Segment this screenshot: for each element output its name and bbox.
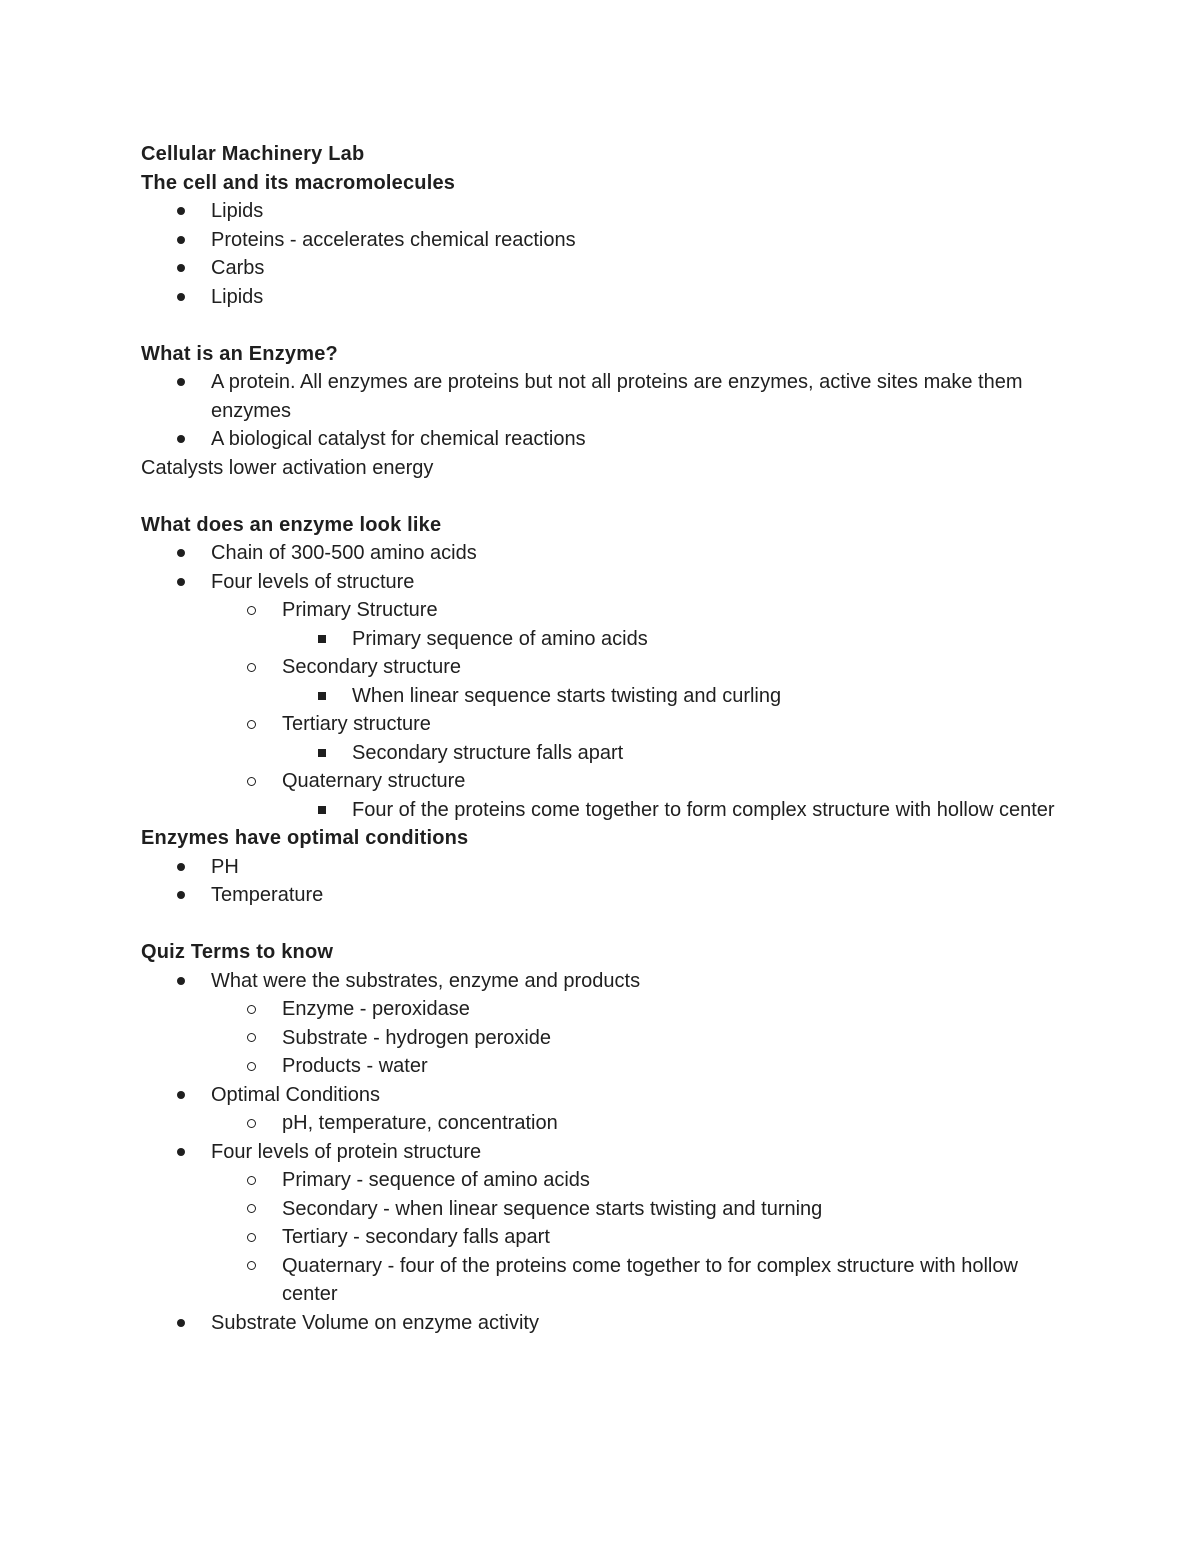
disc-bullet-icon [177,539,185,568]
list-item: Lipids [141,283,1071,312]
sub-list [211,1166,1071,1309]
sub-list-item: Enzyme - peroxidase [211,995,1071,1024]
sub-list-item: Primary - sequence of amino acids [211,1166,1071,1195]
square-bullet-icon [318,682,326,711]
section-heading: The cell and its macromolecules [141,171,456,194]
sub-list-item: Secondary - when linear sequence starts twisting and turning [211,1195,1071,1224]
sub-list-item: Secondary structure When linear sequence starts twisting and curling [211,653,1071,710]
sub-sub-list [282,625,1071,654]
bullet-list [141,853,1071,910]
list-item: PH [141,853,1071,882]
list-item: Substrate Volume on enzyme activity [141,1309,1071,1338]
circle-bullet-icon [247,767,256,796]
sub-list-item: Tertiary - secondary falls apart [211,1223,1071,1252]
circle-bullet-icon [247,1024,256,1053]
sub-sub-list [282,739,1071,768]
circle-bullet-icon [247,596,256,625]
sub-sub-list [282,682,1071,711]
sub-list-item: Quaternary - four of the proteins come together to for complex structure with hollow center [211,1252,1071,1309]
circle-bullet-icon [247,1052,256,1081]
sub-list [211,596,1071,824]
sub-list-item: pH, temperature, concentration [211,1109,1071,1138]
list-item: Optimal Conditions pH, temperature, concentration [141,1081,1071,1138]
list-item: What were the substrates, enzyme and products Enzyme - peroxidase Substrate - hydrogen peroxide Products - water [141,967,1071,1081]
sub-sub-list-item: Secondary structure falls apart [282,739,1071,768]
circle-bullet-icon [247,653,256,682]
document-body [141,140,1071,1337]
sub-list-item: Primary Structure Primary sequence of amino acids [211,596,1071,653]
paragraph-text: Catalysts lower activation energy [141,456,434,479]
section-heading: Enzymes have optimal conditions [141,827,469,849]
disc-bullet-icon [177,425,185,454]
disc-bullet-icon [177,967,185,996]
disc-bullet-icon [177,368,185,397]
list-item: Four levels of protein structure Primary - sequence of amino acids Secondary - when linear sequence starts twisting and turning Tertiary - secondary falls apart Quaternary - four of the proteins come together to for complex structure with hollow center [141,1138,1071,1309]
list-item: Carbs [141,254,1071,283]
sub-list [211,995,1071,1081]
circle-bullet-icon [247,1252,256,1281]
disc-bullet-icon [177,881,185,910]
bullet-list [141,967,1071,1338]
disc-bullet-icon [177,1081,185,1110]
sub-sub-list-item: When linear sequence starts twisting and curling [282,682,1071,711]
square-bullet-icon [318,739,326,768]
circle-bullet-icon [247,710,256,739]
disc-bullet-icon [177,853,185,882]
list-item: A biological catalyst for chemical reactions [141,425,1071,454]
list-item: Lipids [141,197,1071,226]
list-item: Four levels of structure Primary Structure Primary sequence of amino acids Secondary structure When linear sequence starts twisting and curling Tertiary structure Secondary structure falls apart Quaternary structure Four of the proteins come together to form complex structure with hollow center [141,568,1071,825]
sub-list-item: Tertiary structure Secondary structure falls apart [211,710,1071,767]
circle-bullet-icon [247,1109,256,1138]
list-item: A protein. All enzymes are proteins but not all proteins are enzymes, active sites make them enzymes [141,368,1071,425]
circle-bullet-icon [247,1166,256,1195]
disc-bullet-icon [177,254,185,283]
disc-bullet-icon [177,1309,185,1338]
circle-bullet-icon [247,1195,256,1224]
disc-bullet-icon [177,1138,185,1167]
circle-bullet-icon [247,1223,256,1252]
sub-list-item: Products - water [211,1052,1071,1081]
list-item: Temperature [141,881,1071,910]
sub-sub-list-item: Four of the proteins come together to form complex structure with hollow center [282,796,1071,825]
section-heading: Quiz Terms to know [141,941,334,963]
disc-bullet-icon [177,197,185,226]
list-item: Proteins - accelerates chemical reactions [141,226,1071,255]
bullet-list [141,539,1071,824]
bullet-list [141,368,1071,454]
sub-sub-list [282,796,1071,825]
list-item: Chain of 300-500 amino acids [141,539,1071,568]
section-heading: What does an enzyme look like [141,513,442,536]
square-bullet-icon [318,796,326,825]
square-bullet-icon [318,625,326,654]
disc-bullet-icon [177,568,185,597]
sub-list-item: Substrate - hydrogen peroxide [211,1024,1071,1053]
circle-bullet-icon [247,995,256,1024]
section-heading: What is an Enzyme? [141,342,338,365]
bullet-list [141,197,1071,311]
disc-bullet-icon [177,226,185,255]
disc-bullet-icon [177,283,185,312]
sub-list [211,1109,1071,1138]
sub-sub-list-item: Primary sequence of amino acids [282,625,1071,654]
document-title: Cellular Machinery Lab [141,143,365,165]
sub-list-item: Quaternary structure Four of the proteins come together to form complex structure with hollow center [211,767,1071,824]
